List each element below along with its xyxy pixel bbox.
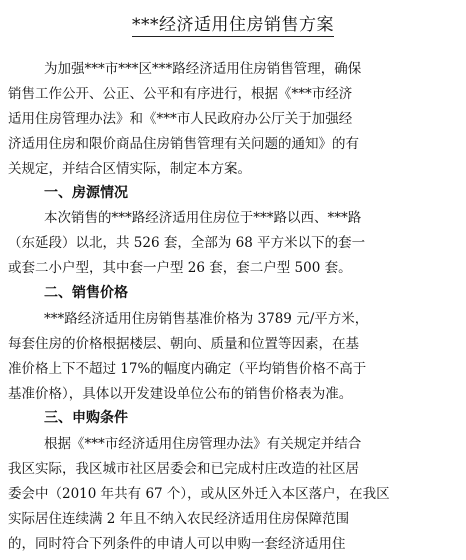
document-title — [0, 10, 466, 35]
section2-line: ***路经济适用住房销售基准价格为 3789 元/平方米， — [44, 311, 369, 327]
section2-line: 基准价格），具体以开发建设单位公布的销售价格表为准。 — [8, 386, 353, 402]
intro-line: 关规定，并结合区情实际，制定本方案。 — [8, 161, 251, 177]
intro-line: 销售工作公开、公正、公平和有序进行，根据《***市经济 — [8, 86, 353, 102]
section1-line: 本次销售的***路经济适用住房位于***路以西、***路 — [44, 210, 362, 226]
section1-line: （东延段）以北，共 526 套，全部为 68 平方米以下的套一 — [8, 235, 366, 251]
section3-line: 实际居住连续满 2 年且不纳入农民经济适用住房保障范围 — [8, 511, 350, 527]
intro-line: 为加强***市***区***路经济适用住房销售管理，确保 — [44, 61, 362, 77]
intro-line: 适用住房管理办法》和《***市人民政府办公厅关于加强经 — [8, 111, 353, 127]
section3-line: 委会中（2010 年共有 67 个），或从区外迁入本区落户，在我区 — [8, 486, 390, 502]
section3-line: 根据《***市经济适用住房管理办法》有关规定并结合 — [44, 436, 362, 452]
section3-line: 我区实际，我区城市社区居委会和已完成村庄改造的社区居 — [8, 461, 359, 477]
intro-line: 济适用住房和限价商品住房销售管理有关问题的通知》的有 — [8, 136, 359, 152]
watermark-logo — [350, 530, 460, 556]
section-heading-eligibility: 三、申购条件 — [44, 410, 128, 426]
section1-line: 或套二小户型，其中套一户型 26 套，套二户型 500 套。 — [8, 260, 352, 276]
section-heading-price: 二、销售价格 — [44, 285, 128, 301]
document-title-text: ***经济适用住房销售方案 — [132, 15, 334, 35]
section2-line: 准价格上下不超过 17%的幅度内确定（平均销售价格不高于 — [8, 361, 367, 377]
section2-line: 每套住房的价格根据楼层、朝向、质量和位置等因素，在基 — [8, 336, 359, 352]
section3-line: 的，同时符合下列条件的申请人可以申购一套经济适用住 — [8, 536, 346, 552]
section-heading-housing: 一、房源情况 — [44, 185, 128, 201]
